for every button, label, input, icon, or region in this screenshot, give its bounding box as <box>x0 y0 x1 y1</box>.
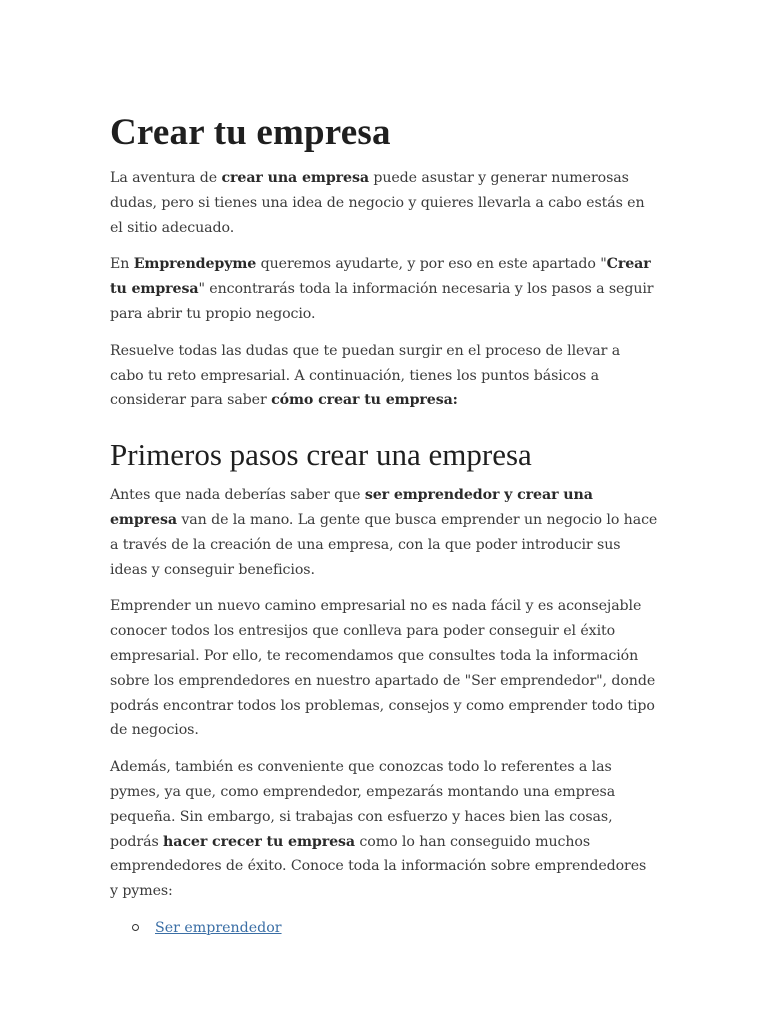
intro-paragraph-1 <box>110 166 658 240</box>
intro-paragraph-2 <box>110 252 658 326</box>
link-list <box>110 916 658 940</box>
bold-text: hacer crecer tu empresa <box>163 833 356 850</box>
text: La aventura de <box>110 170 222 186</box>
bold-text: Crear tu empresa <box>110 256 651 298</box>
list-item <box>132 916 658 940</box>
ser-emprendedor-link[interactable]: Ser emprendedor <box>155 919 282 936</box>
section-paragraph-3 <box>110 755 658 904</box>
text: como lo han conseguido muchos emprendedores de éxito. Conoce toda la información sobre emprendedores y pymes: <box>110 833 647 900</box>
text: Emprender un nuevo camino empresarial no es nada fácil y es aconsejable conocer todos los entresijos que conlleva para poder conseguir el éxito empresarial. Por ello, te recomendamos que consultes toda la información sobre los emprendedores en nuestro apartado de "Ser emprendedor", donde podrás encontrar todos los problemas, consejos y como emprender todo tipo de negocios. <box>110 598 656 739</box>
intro-paragraph-3 <box>110 339 658 413</box>
text: En <box>110 256 134 273</box>
page-title: Crear tu empresa <box>110 112 391 153</box>
section-paragraph-1 <box>110 483 658 582</box>
text: Antes que nada deberías saber que <box>110 487 365 504</box>
text: queremos ayudarte, y por eso en este apartado " <box>256 256 607 273</box>
bold-text: crear una empresa <box>221 170 369 186</box>
bold-text: cómo crear tu empresa: <box>271 392 458 409</box>
text: Resuelve todas las dudas que te puedan surgir en el proceso de llevar a cabo tu reto empresarial. A continuación, tienes los puntos básicos a considerar para saber <box>110 342 621 409</box>
text: van de la mano. La gente que busca emprender un negocio lo hace a través de la creación de una empresa, con la que poder introducir sus ideas y conseguir beneficios. <box>110 511 658 578</box>
text: " encontrarás toda la información necesaria y los pasos a seguir para abrir tu propio negocio. <box>110 281 654 322</box>
bold-text: ser emprendedor y crear una empresa <box>110 487 593 528</box>
text: Además, también es conveniente que conozcas todo lo referentes a las pymes, ya que, como emprendedor, empezarás montando una empresa pequeña. Sin embargo, si trabajas con esfuerzo y haces bien las cosas, podrás <box>110 759 616 850</box>
text: puede asustar y generar numerosas dudas, pero si tienes una idea de negocio y quieres llevarla a cabo estás en el sitio adecuado. <box>110 170 645 236</box>
section-paragraph-2 <box>110 594 658 743</box>
section-heading: Primeros pasos crear una empresa <box>110 437 532 473</box>
circle-bullet-icon <box>132 924 139 931</box>
bold-text: Emprendepyme <box>133 256 257 273</box>
